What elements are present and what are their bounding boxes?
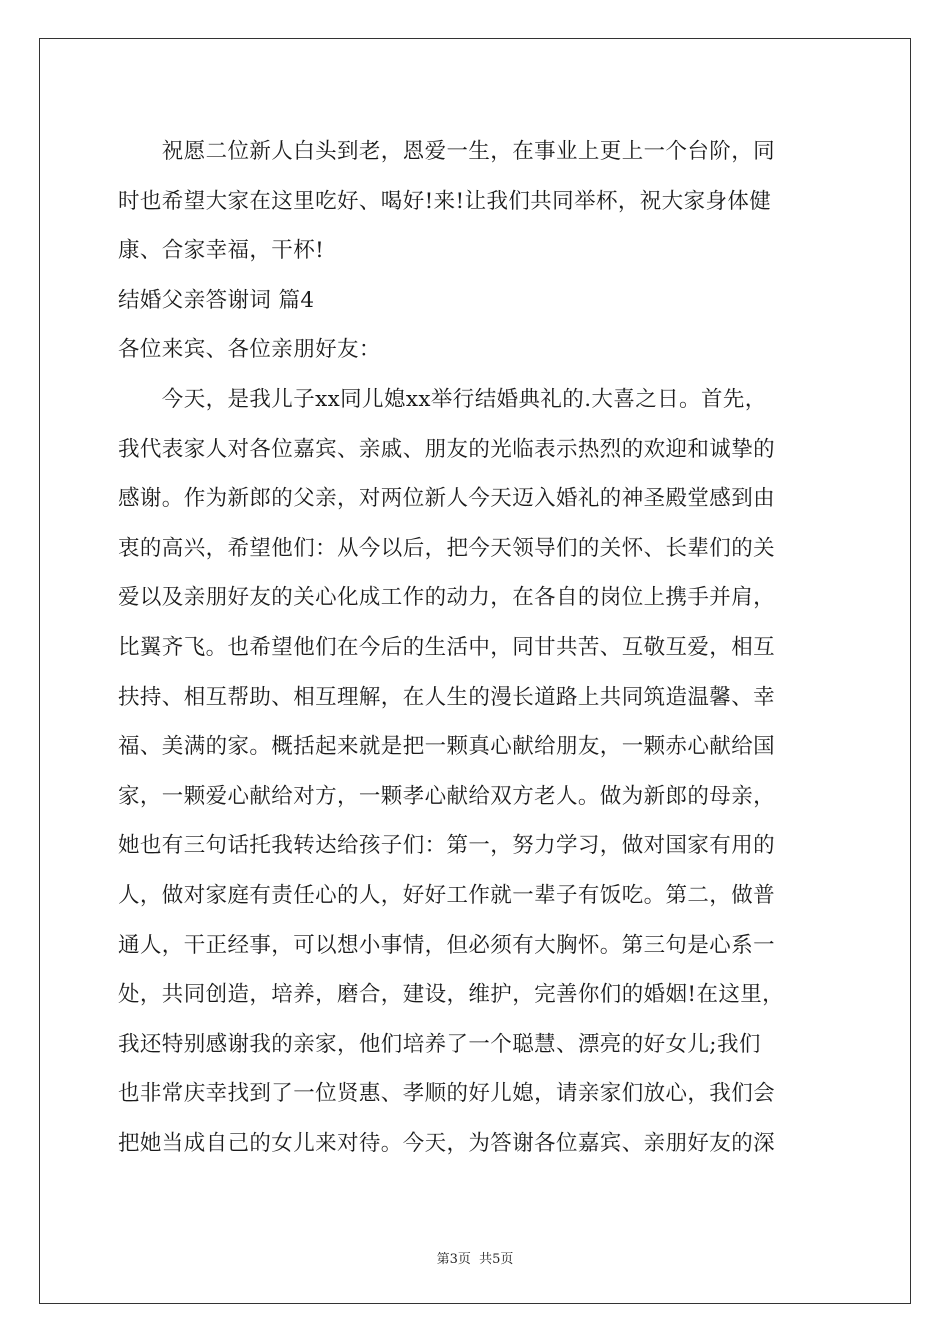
text-line: 今天，是我儿子xx同儿媳xx举行结婚典礼的.大喜之日。首先，: [118, 386, 767, 412]
document-body: [118, 127, 838, 1168]
text-line: 康、合家幸福，干杯!: [118, 238, 325, 264]
page-number-current: 第3页: [436, 1252, 471, 1267]
text-line: 我代表家人对各位嘉宾、亲戚、朋友的光临表示热烈的欢迎和诚挚的: [118, 436, 776, 462]
text-line: 处，共同创造，培养，磨合，建设，维护，完善你们的婚姻!在这里，: [118, 982, 785, 1008]
text-line: 时也希望大家在这里吃好、喝好!来!让我们共同举杯，祝大家身体健: [118, 188, 772, 214]
text-line: 我还特别感谢我的亲家，他们培养了一个聪慧、漂亮的好女儿;我们: [118, 1031, 761, 1057]
text-line: 把她当成自己的女儿来对待。今天，为答谢各位嘉宾、亲朋好友的深: [118, 1130, 776, 1156]
text-line: 通人，干正经事，可以想小事情，但必须有大胸怀。第三句是心系一: [118, 932, 776, 958]
text-line: 感谢。作为新郎的父亲，对两位新人今天迈入婚礼的神圣殿堂感到由: [118, 486, 776, 512]
text-line: 她也有三句话托我转达给孩子们：第一，努力学习，做对国家有用的: [118, 833, 776, 859]
text-line: 家，一颗爱心献给对方，一颗孝心献给双方老人。做为新郎的母亲，: [118, 783, 776, 809]
text-line: 也非常庆幸找到了一位贤惠、孝顺的好儿媳，请亲家们放心，我们会: [118, 1081, 776, 1107]
page-number-total: 共5页: [479, 1252, 514, 1267]
text-line: 福、美满的家。概括起来就是把一颗真心献给朋友，一颗赤心献给国: [118, 734, 776, 760]
text-line: 比翼齐飞。也希望他们在今后的生活中，同甘共苦、互敬互爱，相互: [118, 634, 776, 660]
text-line: 祝愿二位新人白头到老，恩爱一生，在事业上更上一个台阶，同: [118, 139, 776, 164]
section-heading: 结婚父亲答谢词 篇4: [118, 287, 315, 313]
text-line: 衷的高兴，希望他们：从今以后，把今天领导们的关怀、长辈们的关: [118, 535, 776, 561]
text-line: 扶持、相互帮助、相互理解，在人生的漫长道路上共同筑造温馨、幸: [118, 684, 776, 710]
page-footer: [0, 1248, 950, 1267]
text-line: 人，做对家庭有责任心的人，好好工作就一辈子有饭吃。第二，做普: [118, 882, 776, 908]
salutation: 各位来宾、各位亲朋好友：: [118, 337, 381, 363]
text-line: 爱以及亲朋好友的关心化成工作的动力，在各自的岗位上携手并肩，: [118, 585, 776, 611]
